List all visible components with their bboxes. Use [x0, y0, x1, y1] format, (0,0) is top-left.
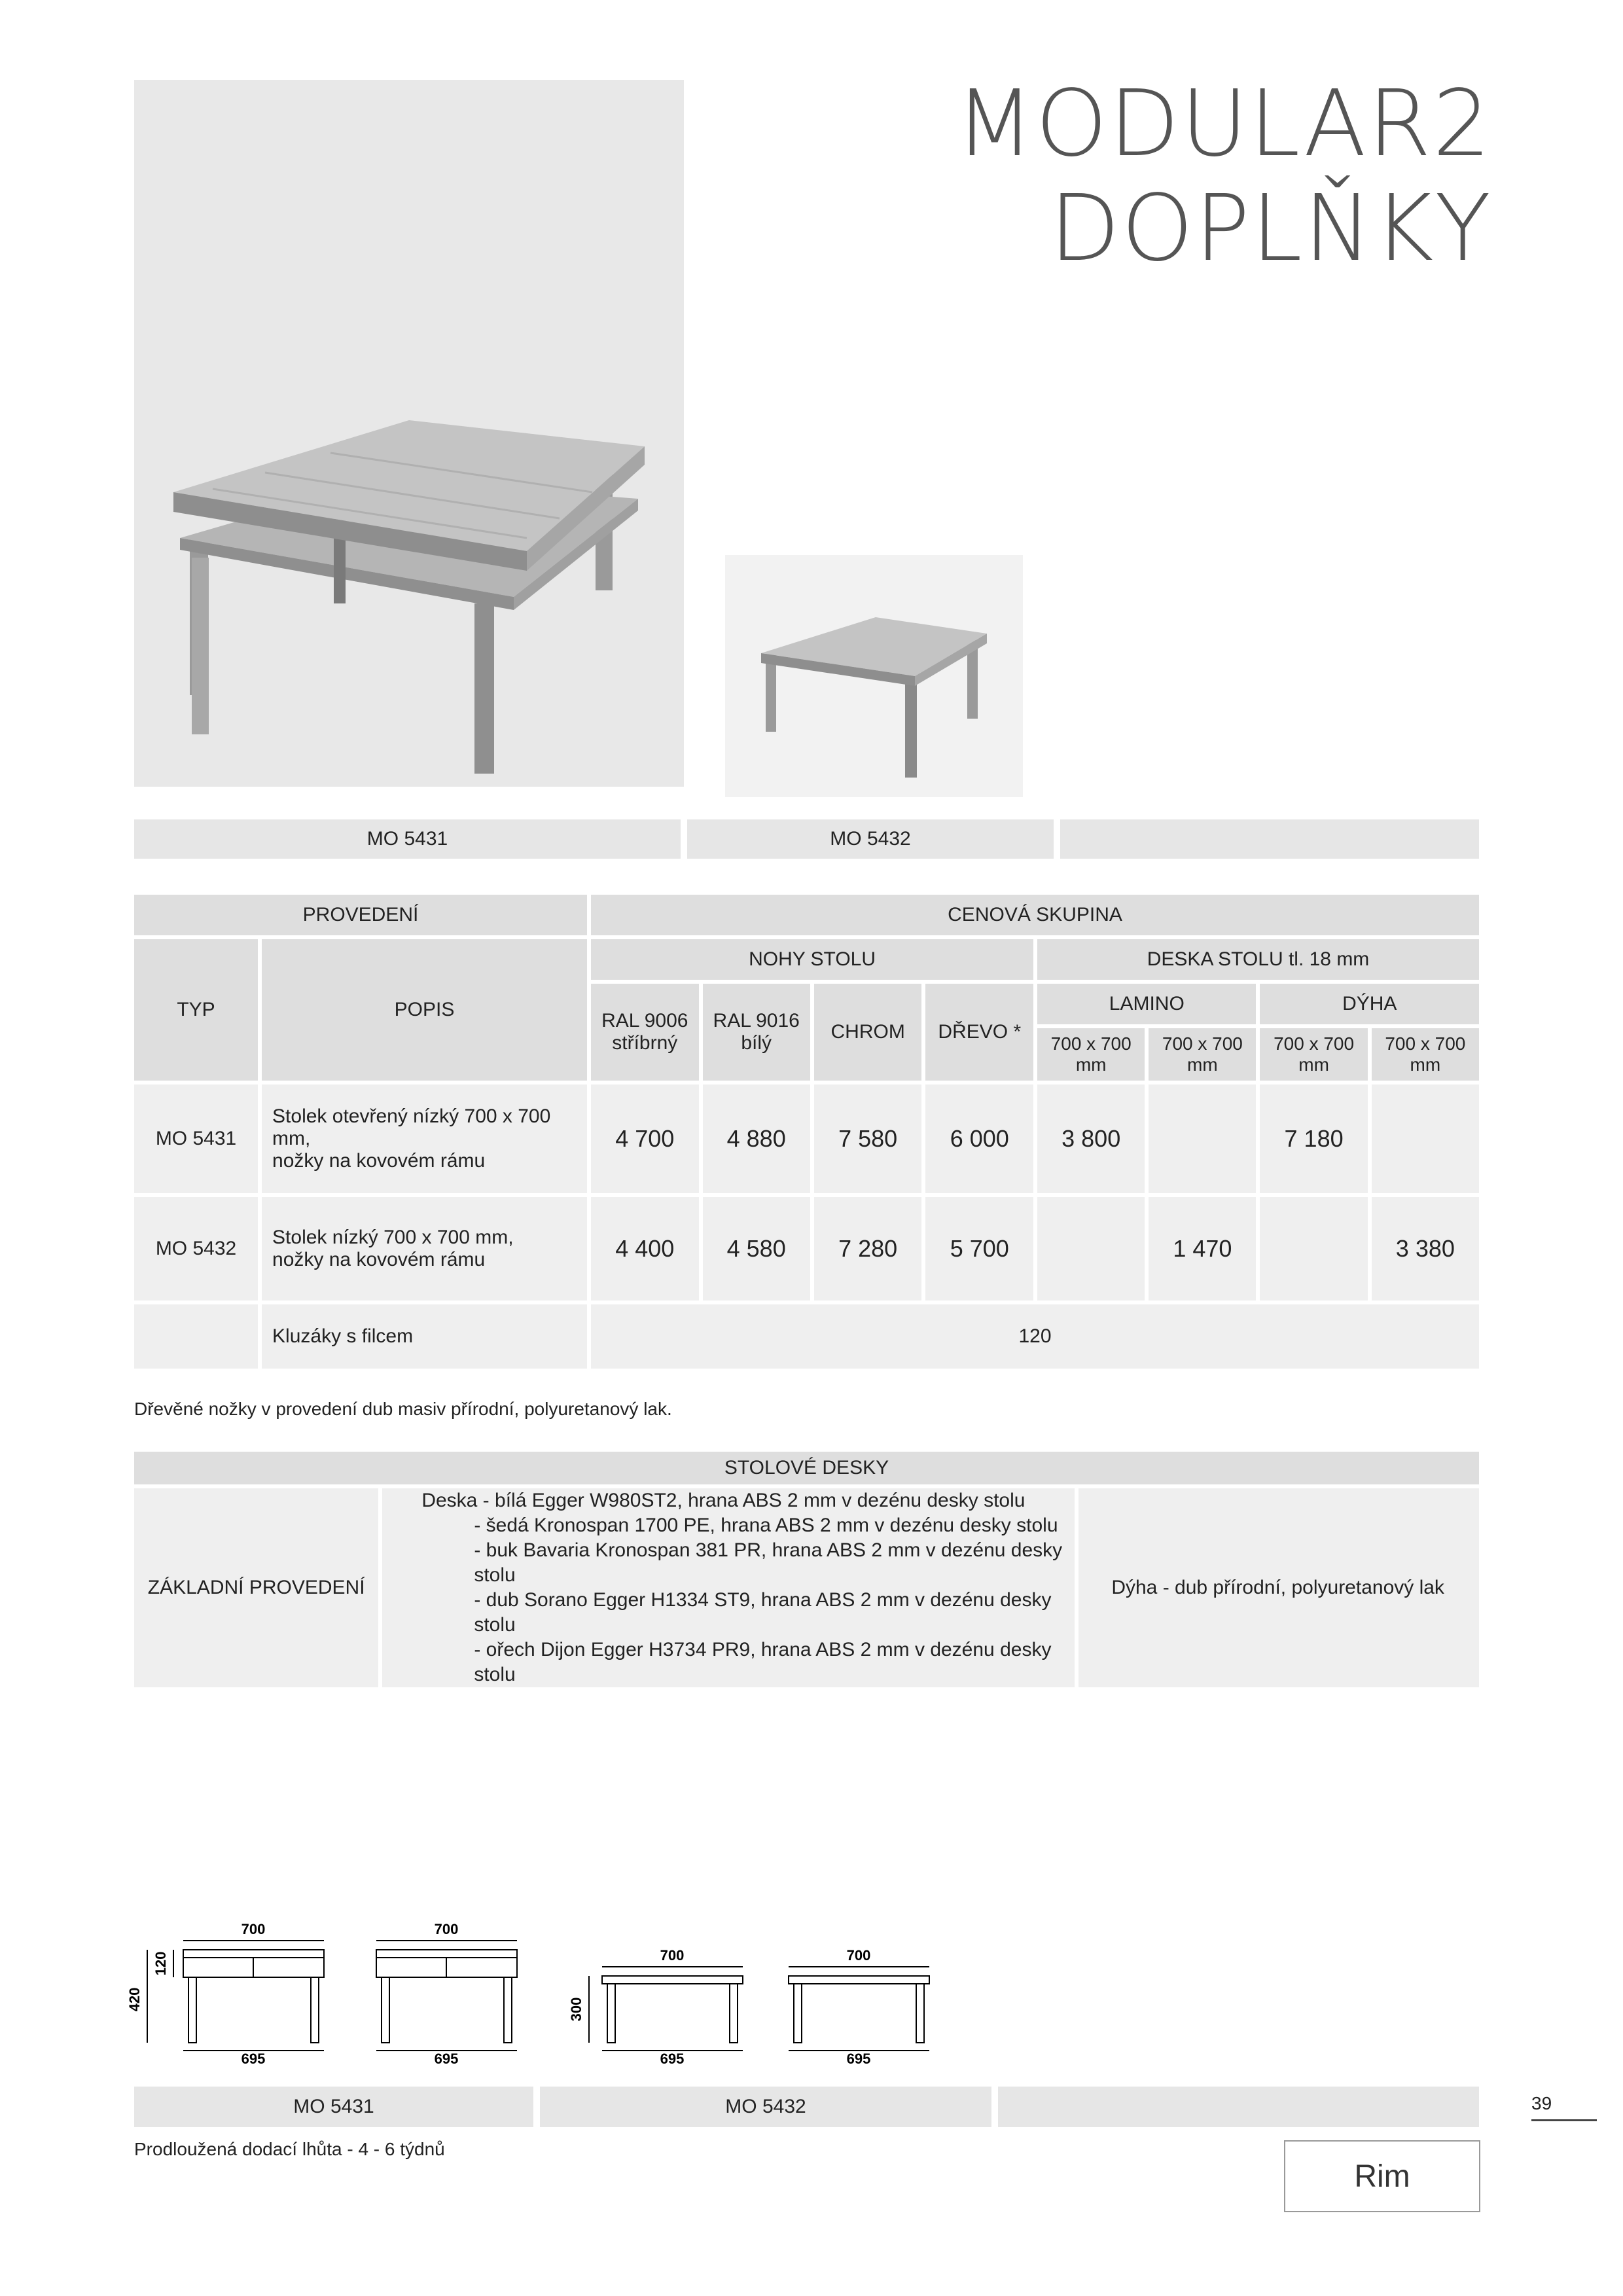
- desk-material-line: - dub Sorano Egger H1334 ST9, hrana ABS 2 mm v dezénu desky stolu: [474, 1589, 1052, 1636]
- cell-price-lamino-2: 1 470: [1149, 1197, 1256, 1300]
- popis-line-2: nožky na kovovém rámu: [272, 1249, 486, 1270]
- page-number: 39: [1531, 2093, 1597, 2121]
- price-table: [130, 891, 1483, 1372]
- dim-width-top: 700: [434, 1921, 459, 1937]
- table-row: [134, 1304, 1479, 1369]
- drawing-mo5432-low-2: [789, 1947, 929, 2065]
- desks-veneer: Dýha - dub přírodní, polyuretanový lak: [1079, 1488, 1479, 1687]
- drawing-mo5432-low: [568, 1947, 743, 2065]
- dim-width-bottom: 695: [434, 2051, 459, 2065]
- header-nohy-stolu: NOHY STOLU: [591, 939, 1033, 980]
- cell-price-ral9006: 4 400: [591, 1197, 699, 1300]
- brand-logo-text: Rim: [1354, 2159, 1410, 2194]
- header-typ: TYP: [134, 939, 258, 1081]
- dim-width-top: 700: [660, 1947, 685, 1964]
- header-ral9006: RAL 9006 stříbrný: [591, 984, 699, 1081]
- cell-price-ral9016: 4 880: [703, 1085, 810, 1193]
- cell-price-dyha-2: [1372, 1085, 1479, 1193]
- cell-price-drevo: 5 700: [925, 1197, 1033, 1300]
- header-lamino: LAMINO: [1037, 984, 1256, 1024]
- desks-table: [130, 1448, 1483, 1691]
- bottom-label-mo5431: MO 5431: [134, 2087, 533, 2127]
- cell-price-dyha-2: 3 380: [1372, 1197, 1479, 1300]
- cell-kluzaky-label: Kluzáky s filcem: [262, 1304, 587, 1369]
- cell-typ-empty: [134, 1304, 258, 1369]
- desks-materials: [382, 1488, 1075, 1687]
- header-chrom: CHROM: [814, 984, 922, 1081]
- header-size-lamino-1: 700 x 700 mm: [1037, 1028, 1145, 1081]
- header-ral9016: RAL 9016 bílý: [703, 984, 810, 1081]
- title-line-2: DOPLŇKY: [1049, 175, 1492, 282]
- header-size-dyha-1: 700 x 700 mm: [1260, 1028, 1367, 1081]
- title-line-1: MODULAR2: [955, 71, 1492, 177]
- bottom-label-mo5432: MO 5432: [540, 2087, 991, 2127]
- cell-price-dyha-1: 7 180: [1260, 1085, 1367, 1193]
- cell-popis: [262, 1085, 587, 1193]
- header-cenova-skupina: CENOVÁ SKUPINA: [591, 895, 1479, 935]
- popis-line-2: nožky na kovovém rámu: [272, 1150, 486, 1172]
- cell-price-dyha-1: [1260, 1197, 1367, 1300]
- dim-height-total: 420: [128, 1987, 143, 2012]
- cell-price-chrom: 7 580: [814, 1085, 922, 1193]
- wood-legs-note: Dřevěné nožky v provedení dub masiv přírodní, polyuretanový lak.: [134, 1399, 672, 1419]
- product-photo-mo5432: [725, 555, 1023, 797]
- product-label-mo5432: MO 5432: [687, 819, 1054, 859]
- delivery-note: Prodloužená dodací lhůta - 4 - 6 týdnů: [134, 2139, 445, 2159]
- product-label-empty: [1060, 819, 1479, 859]
- cell-price-drevo: 6 000: [925, 1085, 1033, 1193]
- product-label-mo5431: MO 5431: [134, 819, 681, 859]
- dim-width-bottom: 695: [660, 2051, 685, 2065]
- cell-price-ral9006: 4 700: [591, 1085, 699, 1193]
- desk-material-line: - ořech Dijon Egger H3734 PR9, hrana ABS 2 mm v dezénu desky stolu: [474, 1639, 1052, 1685]
- desk-material-line: Deska - bílá Egger W980ST2, hrana ABS 2 mm v dezénu desky stolu: [421, 1490, 1026, 1511]
- desks-header: STOLOVÉ DESKY: [134, 1452, 1479, 1484]
- cell-price-chrom: 7 280: [814, 1197, 922, 1300]
- product-photo-mo5431: [134, 80, 684, 787]
- cell-price-lamino-1: 3 800: [1037, 1085, 1145, 1193]
- dim-width-top: 700: [846, 1947, 871, 1964]
- header-dyha: DÝHA: [1260, 984, 1479, 1024]
- popis-line-1: Stolek otevřený nízký 700 x 700 mm,: [272, 1105, 551, 1149]
- header-drevo: DŘEVO *: [925, 984, 1033, 1081]
- page-title: [955, 72, 1492, 281]
- cell-price-lamino-2: [1149, 1085, 1256, 1193]
- desk-material-line: - šedá Kronospan 1700 PE, hrana ABS 2 mm v dezénu desky stolu: [474, 1515, 1058, 1536]
- dim-width-bottom: 695: [241, 2051, 266, 2065]
- header-provedeni: PROVEDENÍ: [134, 895, 587, 935]
- drawing-mo5431-shelf-2: [376, 1921, 517, 2065]
- desks-label: ZÁKLADNÍ PROVEDENÍ: [134, 1488, 378, 1687]
- dim-height-total: 300: [568, 1997, 584, 2022]
- cell-price-lamino-1: [1037, 1197, 1145, 1300]
- popis-line-1: Stolek nízký 700 x 700 mm,: [272, 1227, 514, 1248]
- cell-typ: MO 5432: [134, 1197, 258, 1300]
- dim-width-top: 700: [241, 1921, 266, 1937]
- brand-logo: [1284, 2140, 1480, 2212]
- desk-material-line: - buk Bavaria Kronospan 381 PR, hrana ABS 2 mm v dezénu desky stolu: [474, 1539, 1063, 1586]
- bottom-label-empty: [998, 2087, 1479, 2127]
- cell-kluzaky-price: 120: [591, 1304, 1479, 1369]
- table-row: [134, 1197, 1479, 1300]
- header-size-lamino-2: 700 x 700 mm: [1149, 1028, 1256, 1081]
- header-deska-stolu: DESKA STOLU tl. 18 mm: [1037, 939, 1479, 980]
- table-mo5431-illustration: [134, 80, 684, 787]
- header-size-dyha-2: 700 x 700 mm: [1372, 1028, 1479, 1081]
- cell-popis: [262, 1197, 587, 1300]
- header-popis: POPIS: [262, 939, 587, 1081]
- cell-price-ral9016: 4 580: [703, 1197, 810, 1300]
- table-row: [134, 1085, 1479, 1193]
- drawing-mo5431-shelf: [128, 1921, 324, 2065]
- technical-drawings: [128, 1921, 978, 2065]
- table-mo5432-illustration: [725, 555, 1023, 797]
- dim-width-bottom: 695: [846, 2051, 871, 2065]
- dim-height-shelf: 120: [152, 1951, 169, 1976]
- cell-typ: MO 5431: [134, 1085, 258, 1193]
